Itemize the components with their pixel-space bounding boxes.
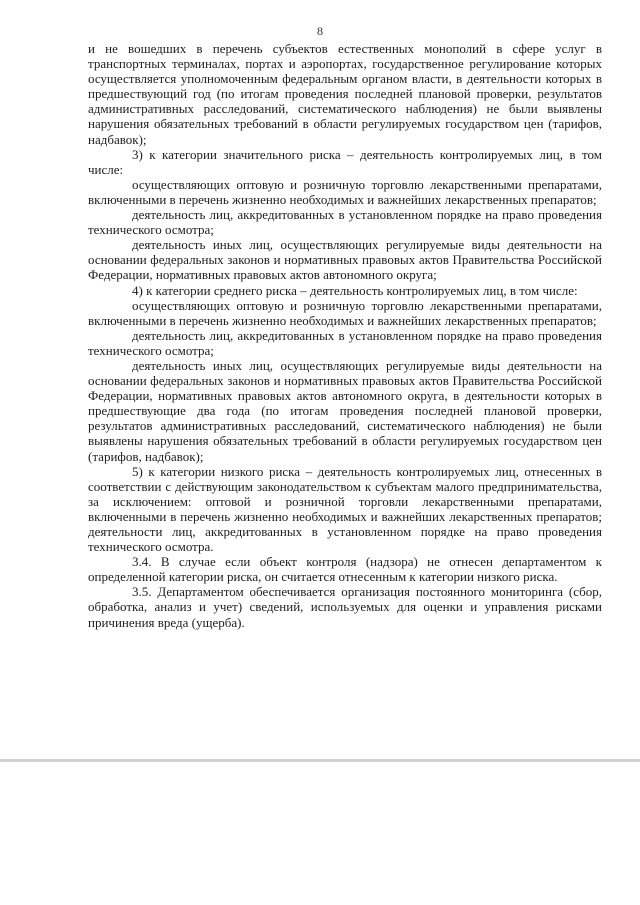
paragraph-significant-risk: 3) к категории значительного риска – деятельность контролируемых лиц, в том числе:	[88, 146, 602, 177]
page-number: 8	[317, 24, 323, 38]
document-body	[88, 41, 602, 630]
paragraph-significant-pharma: осуществляющих оптовую и розничную торговлю лекарственными препаратами, включенными в перечень жизненно необходимых и важнейших лекарственных препаратов;	[88, 176, 602, 207]
paragraph-3-4: 3.4. В случае если объект контроля (надзора) не отнесен департаментом к определенной категории риска, он считается отнесенным к категории низкого риска.	[88, 554, 602, 585]
paragraph-medium-risk: 4) к категории среднего риска – деятельность контролируемых лиц, в том числе:	[132, 282, 578, 298]
paragraph-low-risk: 5) к категории низкого риска – деятельность контролируемых лиц, отнесенных в соответствии с действующим законодательством к субъектам малого предпринимательства, за исключением: оптовой и розничной торговли лекарственными препаратами, включенными в перечень жизненно необходимых и важнейших лекарственных препаратов; деятельности лиц, аккредитованных в установленном порядке на право проведения технического осмотра.	[88, 463, 602, 555]
paragraph-3-5: 3.5. Департаментом обеспечивается организация постоянного мониторинга (сбор, обработка, анализ и учет) сведений, используемых для оценки и управления рисками причинения вреда (ущерба).	[88, 584, 602, 630]
paragraph-continuation: и не вошедших в перечень субъектов естественных монополий в сфере услуг в транспортных терминалах, портах и аэропортах, государственное регулирование которых осуществляется уполномоченным федеральным органом власти, в деятельности которых в предшествующий год (по итогам проведения последней плановой проверки, результатов административных расследований, систематического наблюдения) не были выявлены нарушения обязательных требований в области регулируемых государством цен (тарифов, надбавок);	[88, 41, 602, 147]
paragraph-medium-pharma: осуществляющих оптовую и розничную торговлю лекарственными препаратами, включенными в перечень жизненно необходимых и важнейших лекарственных препаратов;	[88, 297, 602, 328]
paragraph-medium-other: деятельность иных лиц, осуществляющих регулируемые виды деятельности на основании федеральных законов и нормативных правовых актов Правительства Российской Федерации, нормативных правовых актов автономного округа, в деятельности которых в предшествующие два года (по итогам проведения последней плановой проверки, результатов административных расследований, систематического наблюдения) не были выявлены нарушения обязательных требований в области регулируемых государством цен (тарифов, надбавок);	[88, 357, 602, 464]
paragraph-medium-inspection: деятельность лиц, аккредитованных в установленном порядке на право проведения технического осмотра;	[88, 327, 602, 358]
paragraph-significant-other: деятельность иных лиц, осуществляющих регулируемые виды деятельности на основании федеральных законов и нормативных правовых актов Правительства Российской Федерации, нормативных правовых актов автономного округа;	[88, 237, 602, 283]
paragraph-significant-inspection: деятельность лиц, аккредитованных в установленном порядке на право проведения технического осмотра;	[88, 207, 602, 238]
